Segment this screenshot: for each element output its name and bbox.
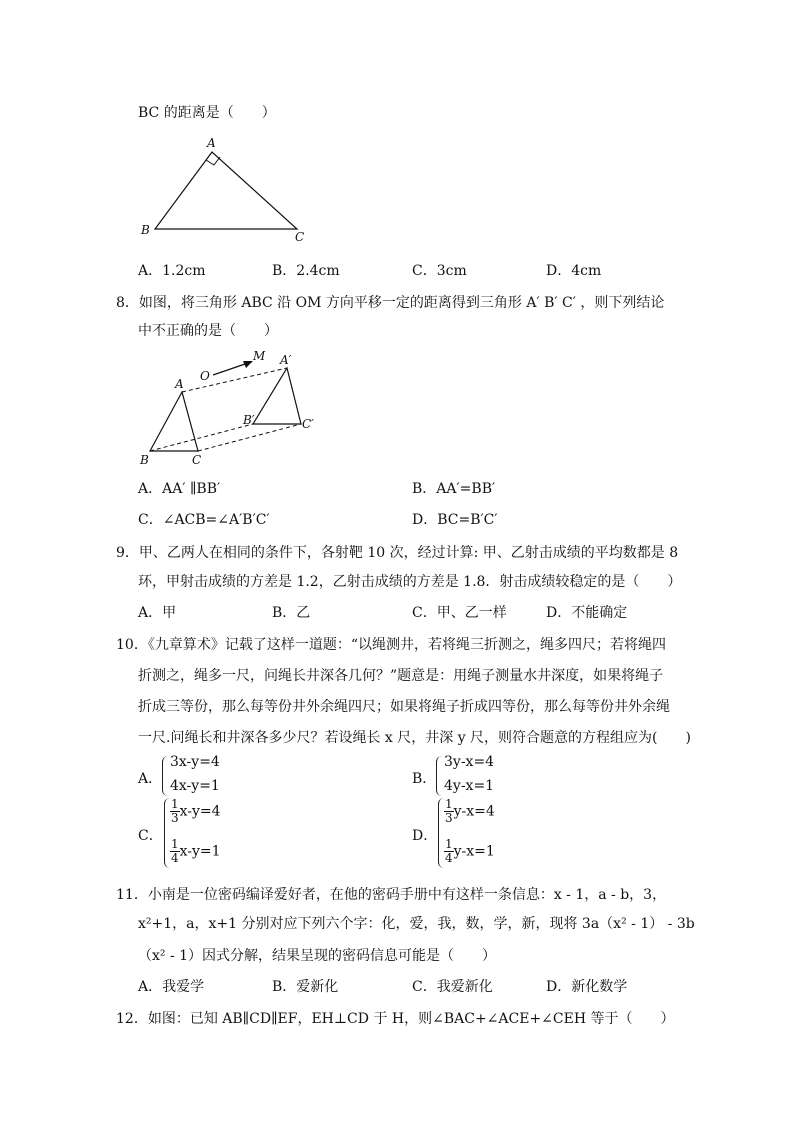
q10-line-4: 一尺.问绳长和井深各多少尺？若设绳长 x 尺，井深 y 尺，则符合题意的方程组应为( ) xyxy=(138,730,691,746)
q10-option-a-eq1: 3x-y=4 xyxy=(170,754,220,770)
q10-option-c-eq1-rest: x-y=4 xyxy=(179,803,221,820)
q10-option-c-frac1 xyxy=(170,798,180,825)
q8-label-c-prime: C′ xyxy=(302,417,314,431)
q8-label-b: B xyxy=(140,453,149,467)
q10-option-b-label: B． xyxy=(412,771,437,787)
q11-line-2: x²+1，a，x+1 分别对应下列六个字：化，爱，我，数，学，新，现将 3a（x² - 1） - 3b xyxy=(138,916,695,932)
frac-numerator: 1 xyxy=(171,837,179,851)
q10-option-d-frac2 xyxy=(444,838,454,865)
q10-option-d-eq2-rest: y-x=1 xyxy=(453,843,495,860)
q10-option-a-eq2: 4x-y=1 xyxy=(170,778,220,794)
q11-line-3: （x² - 1）因式分解，结果呈现的密码信息可能是（ ） xyxy=(138,948,497,964)
q10-option-d-eq2 xyxy=(444,838,495,865)
q10-option-b-brace xyxy=(436,756,442,796)
q8-label-a: A xyxy=(175,377,184,391)
q8-option-b[interactable]: B．AA′=BB′ xyxy=(412,481,496,497)
q10-option-d-eq1-rest: y-x=4 xyxy=(453,803,495,820)
q8-label-m: M xyxy=(253,349,266,363)
q8-option-d[interactable]: D．BC=B′C′ xyxy=(412,512,498,528)
q11-option-d[interactable]: D．新化数学 xyxy=(546,979,628,995)
q10-option-d-frac1 xyxy=(444,798,454,825)
q10-line-1: 10．《九章算术》记载了这样一道题：“以绳测井，若将绳三折测之，绳多四尺；若将绳四 xyxy=(116,637,666,653)
frac-numerator: 1 xyxy=(445,837,453,851)
q11-option-a[interactable]: A．我爱学 xyxy=(138,979,205,995)
q8-option-a[interactable]: A．AA′ ∥BB′ xyxy=(138,481,221,497)
frac-denominator: 3 xyxy=(445,811,453,825)
q10-option-c[interactable] xyxy=(138,796,318,872)
q8-translation-figure xyxy=(135,348,335,473)
frac-numerator: 1 xyxy=(445,797,453,811)
q7-label-b: B xyxy=(141,223,150,237)
q8-label-c: C xyxy=(192,453,202,467)
q9-option-b[interactable]: B．乙 xyxy=(272,605,311,621)
q10-option-c-eq2-rest: x-y=1 xyxy=(179,843,221,860)
q10-line-2: 折测之，绳多一尺，问绳长井深各几何？”题意是：用绳子测量水井深度，如果将绳子 xyxy=(138,668,664,684)
q8-label-a-prime: A′ xyxy=(280,353,292,367)
q11-option-b[interactable]: B．爱新化 xyxy=(272,979,339,995)
frac-numerator: 1 xyxy=(171,797,179,811)
q10-option-a-brace xyxy=(162,756,168,796)
q10-option-b-eq2: 4y-x=1 xyxy=(444,778,495,794)
q7-option-b[interactable]: B．2.4cm xyxy=(272,263,340,279)
q7-label-a: A xyxy=(207,136,216,150)
q10-option-c-eq2 xyxy=(170,838,221,865)
q11-option-c[interactable]: C．我爱新化 xyxy=(412,979,493,995)
q10-option-d-label: D． xyxy=(412,828,438,844)
q10-option-c-label: C． xyxy=(138,828,163,844)
q11-line-1: 11．小南是一位密码编译爱好者，在他的密码手册中有这样一条信息：x - 1，a - b，3， xyxy=(116,887,667,903)
frac-denominator: 4 xyxy=(171,851,179,865)
q10-option-d[interactable] xyxy=(412,796,592,872)
q9-option-c[interactable]: C．甲、乙一样 xyxy=(412,605,507,621)
q9-option-a[interactable]: A．甲 xyxy=(138,605,177,621)
q10-option-c-frac2 xyxy=(170,838,180,865)
q7-option-c[interactable]: C．3cm xyxy=(412,263,467,279)
q8-line-1: 8．如图，将三角形 ABC 沿 OM 方向平移一定的距离得到三角形 A′ B′ C′ ，则下列结论 xyxy=(116,295,665,311)
q9-line-1: 9．甲、乙两人在相同的条件下，各射靶 10 次，经过计算: 甲、乙射击成绩的平均数都是 8 xyxy=(116,545,679,561)
q10-option-c-eq1 xyxy=(170,798,221,825)
frac-denominator: 4 xyxy=(445,851,453,865)
q10-line-3: 折成三等份，那么每等份井外余绳四尺；如果将绳子折成四等份，那么每等份井外余绳 xyxy=(138,699,670,715)
q8-label-b-prime: B′ xyxy=(243,413,255,427)
q9-line-2: 环，甲射击成绩的方差是 1.2，乙射击成绩的方差是 1.8．射击成绩较稳定的是（ ） xyxy=(138,574,682,590)
q7-label-c: C xyxy=(295,230,305,244)
q8-label-o: O xyxy=(200,369,210,383)
q7-option-a[interactable]: A．1.2cm xyxy=(138,263,206,279)
q10-option-d-eq1 xyxy=(444,798,495,825)
q9-option-d[interactable]: D．不能确定 xyxy=(546,605,628,621)
q7-option-d[interactable]: D．4cm xyxy=(546,263,602,279)
q7-tail-text: BC 的距离是（ ） xyxy=(138,105,276,121)
q7-triangle-figure xyxy=(135,132,335,247)
q8-option-c[interactable]: C．∠ACB=∠A′B′C′ xyxy=(138,512,270,528)
q10-option-b[interactable] xyxy=(412,754,582,800)
frac-denominator: 3 xyxy=(171,811,179,825)
q10-option-b-eq1: 3y-x=4 xyxy=(444,754,495,770)
q12-line-1: 12．如图：已知 AB∥CD∥EF，EH⊥CD 于 H，则∠BAC+∠ACE+∠CEH 等于（ ） xyxy=(116,1011,675,1027)
q8-line-2: 中不正确的是（ ） xyxy=(138,323,278,339)
q10-option-a[interactable] xyxy=(138,754,308,800)
q10-option-a-label: A． xyxy=(138,771,163,787)
